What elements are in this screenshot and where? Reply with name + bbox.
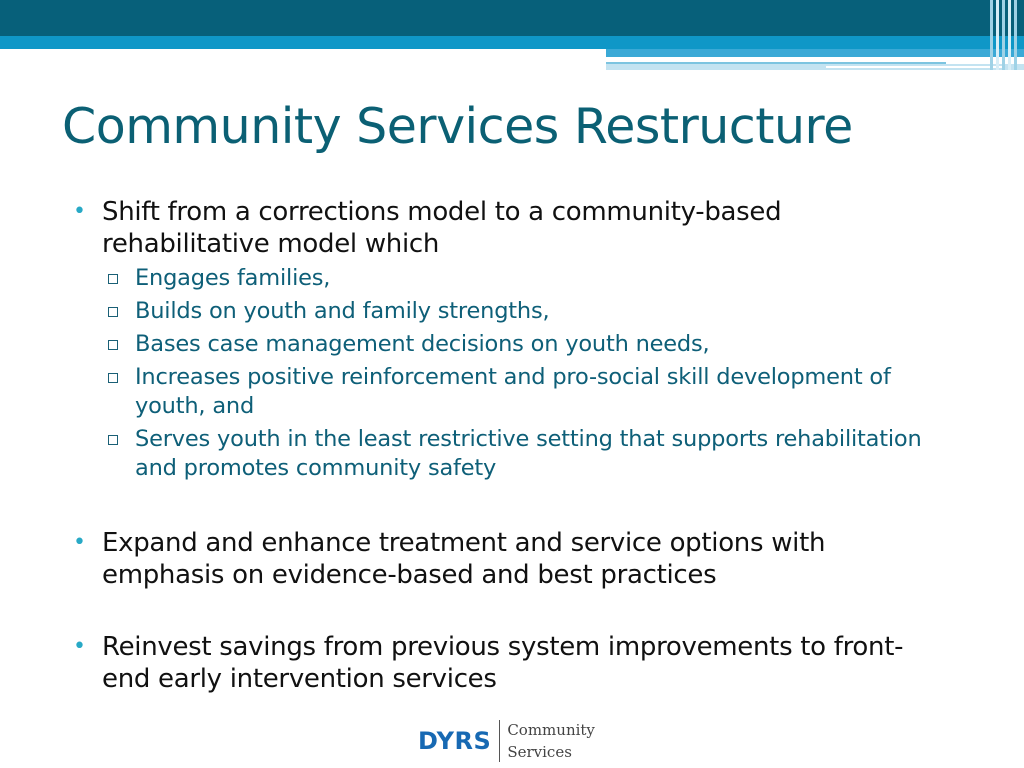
bullet-item <box>70 631 950 695</box>
bullet-text: Shift from a corrections model to a community-based rehabilitative model which <box>102 197 782 259</box>
sub-bullet-list <box>70 264 950 483</box>
logo-subtitle <box>507 719 595 763</box>
header-white-line <box>826 66 1004 68</box>
square-bullet-icon <box>108 340 118 350</box>
header-thin-line <box>606 62 946 64</box>
sub-bullet-text: Builds on youth and family strengths, <box>135 298 550 324</box>
square-bullet-icon <box>108 274 118 284</box>
bullet-dot-icon: • <box>73 530 86 555</box>
logo-line-1: Community <box>507 721 595 739</box>
sub-bullet-text: Bases case management decisions on youth needs, <box>135 331 710 357</box>
slide-title: Community Services Restructure <box>62 98 853 155</box>
sub-bullet-text: Engages families, <box>135 265 331 291</box>
logo-divider <box>499 720 500 762</box>
square-bullet-icon <box>108 373 118 383</box>
sub-bullet-item <box>70 297 950 326</box>
bullet-dot-icon: • <box>73 634 86 659</box>
header-columns-decoration <box>990 0 1024 70</box>
bullet-text: Expand and enhance treatment and service options with emphasis on evidence-based and best practices <box>102 528 826 590</box>
sub-bullet-item <box>70 264 950 293</box>
sub-bullet-item <box>70 425 950 483</box>
sub-bullet-text: Increases positive reinforcement and pro-social skill development of youth, and <box>135 364 891 419</box>
bullet-item <box>70 196 950 260</box>
logo-line-2: Services <box>507 743 572 761</box>
logo-wordmark: DYRS <box>418 727 492 755</box>
square-bullet-icon <box>108 435 118 445</box>
header-stripe-right <box>606 49 1024 57</box>
bullet-item <box>70 527 950 591</box>
sub-bullet-text: Serves youth in the least restrictive setting that supports rehabilitation and promotes community safety <box>135 426 922 481</box>
bullet-dot-icon: • <box>73 199 86 224</box>
sub-bullet-item <box>70 363 950 421</box>
header-stripe <box>0 36 1024 49</box>
bullet-text: Reinvest savings from previous system improvements to front-end early intervention services <box>102 632 904 694</box>
dyrs-logo <box>418 716 595 766</box>
header-band <box>0 0 1024 36</box>
sub-bullet-item <box>70 330 950 359</box>
slide-content <box>70 196 950 695</box>
square-bullet-icon <box>108 307 118 317</box>
